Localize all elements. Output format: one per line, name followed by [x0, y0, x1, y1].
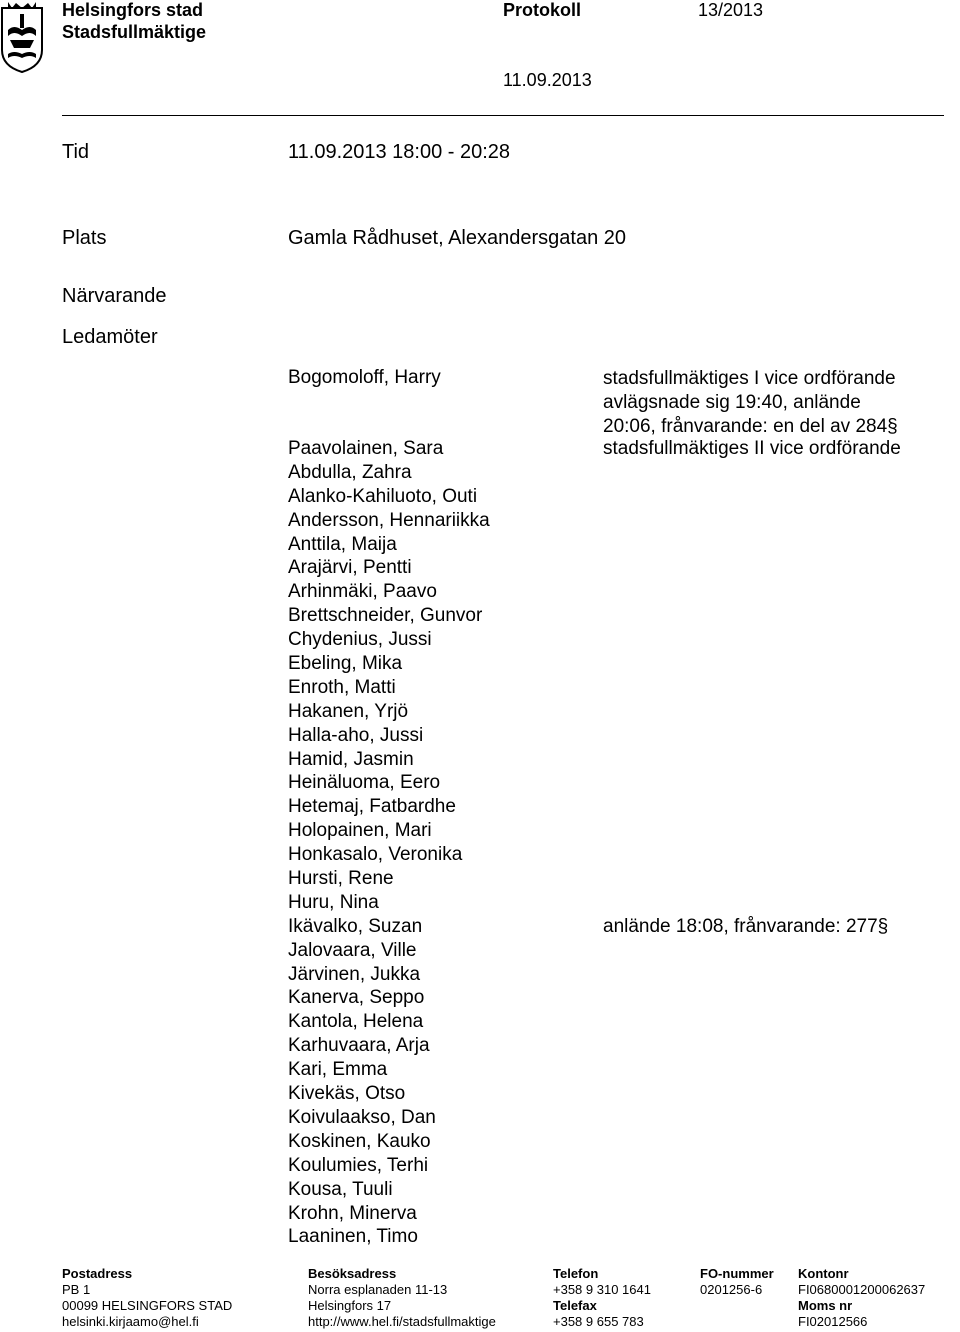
member-name: Jalovaara, Ville	[288, 939, 417, 961]
doc-date: 11.09.2013	[503, 70, 592, 90]
place-label: Plats	[62, 227, 107, 249]
footer-postadress	[62, 1266, 232, 1330]
telefax-value: +358 9 655 783	[553, 1314, 644, 1329]
besoksadress-line-1: Norra esplanaden 11-13	[308, 1282, 448, 1297]
member-name: Abdulla, Zahra	[288, 461, 412, 483]
second-vice-note: stadsfullmäktiges II vice ordförande	[603, 438, 901, 459]
member-name: Andersson, Hennariikka	[288, 509, 490, 531]
member-name: Kari, Emma	[288, 1059, 388, 1081]
besoksadress-line-2: Helsingfors 17	[308, 1298, 392, 1313]
ikavalko-note: anlände 18:08, frånvarande: 277§	[603, 916, 889, 937]
member-name: Koulumies, Terhi	[288, 1154, 429, 1176]
member-name: Honkasalo, Veronika	[288, 844, 463, 866]
member-name: Hakanen, Yrjö	[288, 700, 409, 722]
telefax-label: Telefax	[553, 1298, 597, 1313]
member-name: Kanerva, Seppo	[288, 987, 425, 1009]
telefon-value: +358 9 310 1641	[553, 1282, 651, 1297]
besoksadress-line-3: http://www.hel.fi/stadsfullmaktige	[308, 1314, 496, 1329]
member-name: Arhinmäki, Paavo	[288, 581, 437, 603]
kontonr-value: FI0680001200062637	[798, 1282, 926, 1297]
body-name: Stadsfullmäktige	[62, 22, 207, 42]
postadress-line-2: 00099 HELSINGFORS STAD	[62, 1298, 233, 1313]
postadress-line-1: PB 1	[62, 1282, 91, 1297]
footer-fo-nummer	[700, 1266, 774, 1298]
member-name: Ebeling, Mika	[288, 653, 403, 675]
member-name: Järvinen, Jukka	[288, 963, 421, 985]
member-name: Enroth, Matti	[288, 676, 396, 698]
members-label: Ledamöter	[62, 326, 158, 348]
member-name: Alanko-Kahiluoto, Outi	[288, 485, 478, 507]
member-name: Heinäluoma, Eero	[288, 772, 441, 794]
member-name: Arajärvi, Pentti	[288, 557, 412, 579]
header-divider	[62, 115, 944, 116]
member-name: Ikävalko, Suzan	[288, 915, 423, 937]
member-name: Chydenius, Jussi	[288, 629, 432, 651]
present-label: Närvarande	[62, 285, 167, 307]
kontonr-label: Kontonr	[798, 1266, 849, 1281]
postadress-line-3: helsinki.kirjaamo@hel.fi	[62, 1314, 199, 1329]
member-name: Karhuvaara, Arja	[288, 1035, 430, 1057]
member-name: Koivulaakso, Dan	[288, 1106, 436, 1128]
footer-kontonr	[798, 1266, 925, 1330]
helsinki-crest-logo	[0, 0, 44, 74]
member-name: Krohn, Minerva	[288, 1202, 417, 1224]
member-name: Anttila, Maija	[288, 533, 397, 555]
moms-nr-value: FI02012566	[798, 1314, 868, 1329]
members-list	[288, 437, 490, 1249]
time-label: Tid	[62, 141, 90, 163]
moms-nr-label: Moms nr	[798, 1298, 853, 1313]
place-value: Gamla Rådhuset, Alexandersgatan 20	[288, 227, 626, 249]
member-name: Paavolainen, Sara	[288, 438, 444, 459]
footer-telefon	[553, 1266, 651, 1330]
member-name: Kousa, Tuuli	[288, 1178, 393, 1200]
fo-nummer-value: 0201256-6	[700, 1282, 763, 1297]
member-name: Kivekäs, Otso	[288, 1083, 406, 1105]
time-value: 11.09.2013 18:00 - 20:28	[288, 141, 511, 163]
besoksadress-label: Besöksadress	[308, 1266, 397, 1281]
fo-nummer-label: FO-nummer	[700, 1266, 774, 1281]
member-name: Hursti, Rene	[288, 868, 394, 890]
member-name: Huru, Nina	[288, 891, 379, 913]
chair-note-line-2: avlägsnade sig 19:40, anlände	[603, 392, 861, 413]
footer-besoksadress	[308, 1266, 496, 1330]
member-name: Brettschneider, Gunvor	[288, 605, 483, 627]
doc-number: 13/2013	[698, 0, 764, 20]
postadress-label: Postadress	[62, 1266, 133, 1281]
member-name: Koskinen, Kauko	[288, 1130, 431, 1152]
telefon-label: Telefon	[553, 1266, 599, 1281]
chair-name: Bogomoloff, Harry	[288, 367, 441, 388]
member-name: Hamid, Jasmin	[288, 748, 414, 770]
member-name: Kantola, Helena	[288, 1011, 424, 1033]
member-name: Holopainen, Mari	[288, 820, 432, 842]
chair-note-line-3: 20:06, frånvarande: en del av 284§	[603, 416, 898, 437]
chair-note-line-1: stadsfullmäktiges I vice ordförande	[603, 368, 896, 389]
org-name: Helsingfors stad	[62, 0, 204, 20]
member-name: Laaninen, Timo	[288, 1226, 418, 1248]
member-name: Hetemaj, Fatbardhe	[288, 796, 456, 818]
member-name: Halla-aho, Jussi	[288, 724, 424, 746]
doc-type: Protokoll	[503, 0, 582, 20]
